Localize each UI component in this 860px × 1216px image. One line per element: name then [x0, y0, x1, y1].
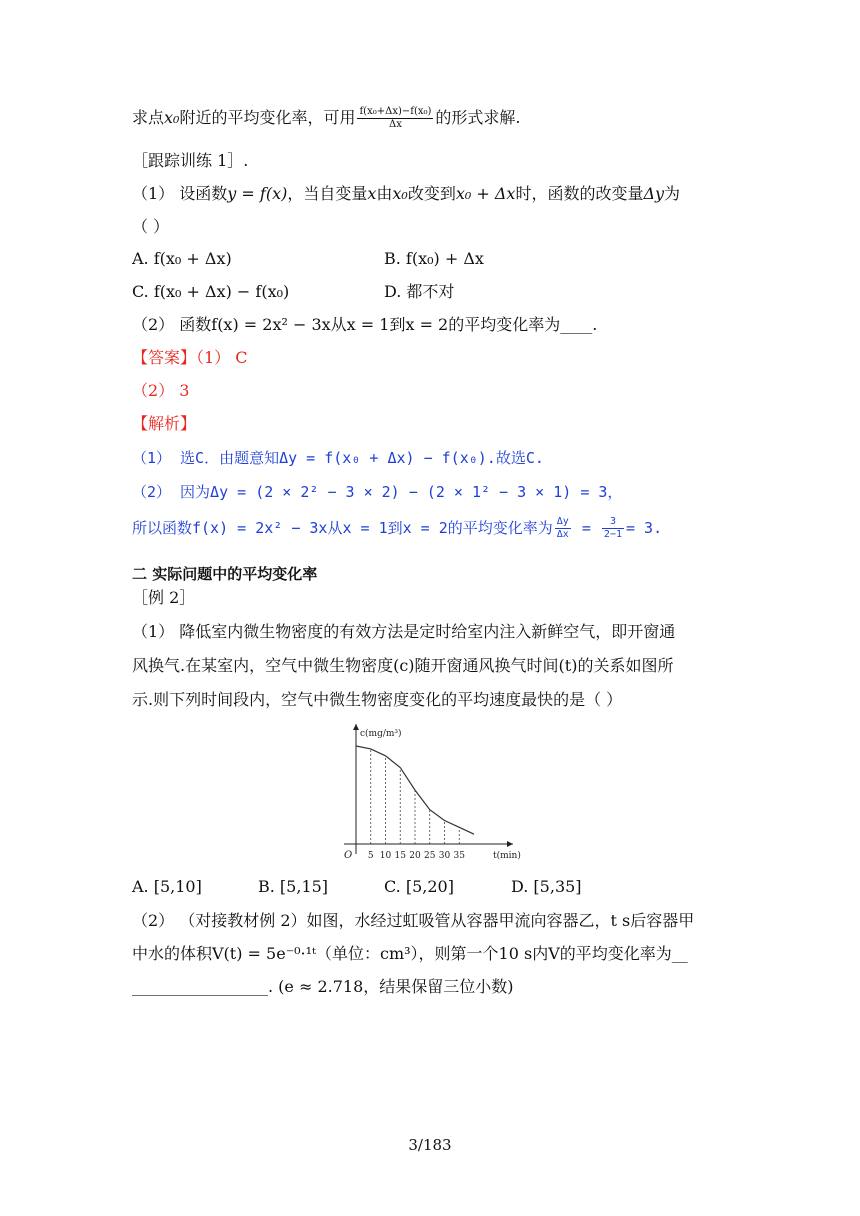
option-a: A. f(x₀ + Δx): [132, 249, 232, 268]
answer-1: （1） C: [196, 348, 248, 367]
question-2: （2） 函数f(x) = 2x² − 3x从x = 1到x = 2的平均变化率为____.: [132, 315, 598, 334]
option-b: B. f(x₀) + Δx: [384, 249, 484, 268]
answer-line-1: [132, 347, 248, 369]
text: （1） 设函数: [132, 184, 228, 203]
density-curve: [356, 746, 474, 834]
math-x0: x₀: [164, 108, 180, 127]
math-y-fx: y = f(x): [227, 184, 288, 203]
origin-label: O: [344, 850, 353, 861]
text: 的形式求解.: [435, 108, 521, 127]
page-number: 3/183: [408, 1136, 452, 1154]
choice-c: C. [5,20]: [384, 877, 454, 896]
fraction-dy-dx: [555, 516, 571, 541]
x-tick-label: 30: [438, 851, 451, 861]
x-tick-label: 10: [379, 851, 392, 861]
option-d: D. 都不对: [384, 282, 455, 301]
tracking-heading: ［跟踪训练 1］.: [132, 151, 249, 170]
solution-3: 所以函数f(x) = 2x² − 3x从x = 1到x = 2的平均变化率为 $\frac{\Delta y}{\Delta x}$ = $\frac{3}{2-1}$ = 3.: [132, 516, 663, 540]
answer-2: （2） 3: [132, 381, 190, 400]
example-2-line-3: _________________. (e ≈ 2.718，结果保留三位小数): [132, 977, 514, 996]
fraction-difference-quotient: [357, 106, 433, 131]
fraction-denominator: Δx: [556, 529, 569, 540]
text: 所以函数f(x) = 2x² − 3x从x = 1到x = 2的平均变化率为: [132, 519, 553, 537]
density-chart: [338, 716, 528, 868]
fraction-denominator: 2−1: [603, 529, 622, 540]
math-x0: x₀: [392, 184, 408, 203]
text: = 3.: [625, 519, 663, 537]
example-1-line-2: 风换气.在某室内，空气中微生物密度(c)随开窗通风换气时间(t)的关系如图所: [132, 656, 674, 675]
text: 改变到: [407, 184, 456, 203]
answer-paren: （ ）: [132, 217, 170, 236]
text: 时，函数的改变量: [515, 184, 644, 203]
y-axis-label: c(mg/m³): [360, 729, 402, 739]
choice-d: D. [5,35]: [511, 877, 582, 896]
fraction-denominator: Δx: [389, 119, 402, 130]
math-x0-dx: x₀ + Δx: [455, 184, 516, 203]
fraction-numerator: f(x₀+Δx)−f(x₀): [359, 106, 432, 117]
choice-b: B. [5,15]: [258, 877, 329, 896]
fraction-3-over: [602, 516, 624, 541]
x-axis-arrow: [507, 841, 513, 847]
solution-2: （2） 因为Δy = (2 × 2² − 3 × 2) − (2 × 1² − 3 × 1) = 3，: [132, 483, 623, 501]
x-tick-label: 15: [394, 851, 406, 861]
x-tick-label: 20: [409, 851, 421, 861]
intro-line: [132, 106, 521, 131]
text: 附近的平均变化率，可用: [179, 108, 356, 127]
example-1-line-1: （1） 降低室内微生物密度的有效方法是定时给室内注入新鲜空气，即开窗通: [132, 622, 676, 641]
answer-tag: 【答案】: [132, 348, 197, 367]
x-axis-label: t(min): [493, 851, 521, 861]
example-2-line-1: （2） （对接教材例 2）如图，水经过虹吸管从容器甲流向容器乙，t s后容器甲: [132, 911, 695, 930]
y-axis-arrow: [353, 724, 359, 730]
question-1: [132, 183, 680, 205]
choice-a: A. [5,10]: [132, 877, 202, 896]
fraction-numerator: 3: [602, 516, 624, 529]
math-x: x: [367, 184, 377, 203]
x-tick-label: 25: [424, 851, 436, 861]
option-c: C. f(x₀ + Δx) − f(x₀): [132, 282, 290, 301]
text: 为: [664, 184, 681, 203]
text: ，当自变量: [287, 184, 368, 203]
section-heading: 二 实际问题中的平均变化率: [132, 565, 318, 583]
math-dy: Δy: [643, 184, 665, 203]
text: 由: [376, 184, 393, 203]
example-heading: ［例 2］: [132, 588, 196, 607]
example-1-line-3: 示.则下列时间段内，空气中微生物密度变化的平均速度最快的是（ ）: [132, 690, 623, 709]
x-tick-label: 5: [367, 851, 374, 861]
solution-1: （1） 选C．由题意知Δy = f(x₀ + Δx) − f(x₀).故选C.: [132, 449, 544, 467]
x-tick-label: 35: [453, 851, 465, 861]
text: 求点: [132, 108, 165, 127]
fraction-numerator: Δy: [556, 516, 569, 527]
analysis-tag: 【解析】: [132, 414, 197, 433]
example-2-line-2: 中水的体积V(t) = 5e⁻⁰·¹ᵗ（单位：cm³），则第一个10 s内V的平均变化率为__: [132, 944, 688, 963]
